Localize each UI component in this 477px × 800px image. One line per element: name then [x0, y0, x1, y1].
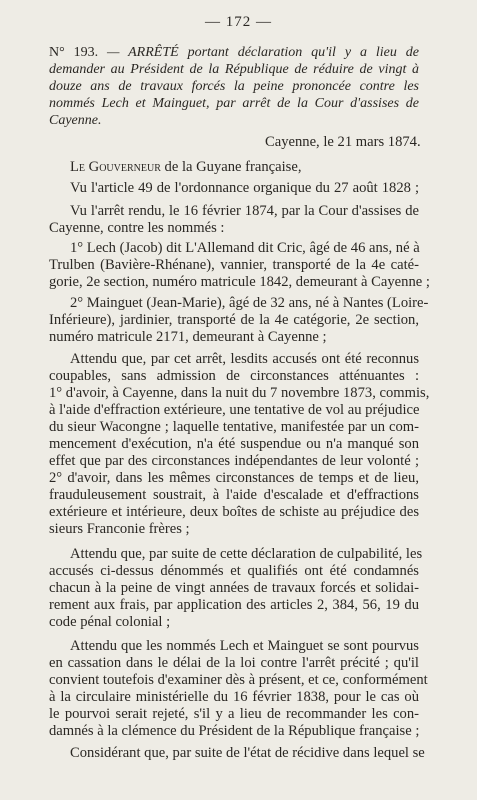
header-line-1	[49, 44, 419, 61]
body-line: 1° d'avoir, à Cayenne, dans la nuit du 7 novembre 1873, commis,	[49, 385, 430, 401]
page-number: — 172 —	[205, 14, 272, 30]
body-line: Cayenne, contre les nommés :	[49, 220, 225, 236]
governor-line	[70, 159, 301, 176]
body-line: mencement d'exécution, n'a été suspendue ou n'a manqué son	[49, 436, 419, 452]
body-line: effet que par des circonstances indépendantes de leur volonté ;	[49, 453, 419, 469]
body-line: frauduleusement soustrait, à l'aide d'escalade et d'effractions	[49, 487, 419, 503]
body-line: à la circulaire ministérielle du 16 février 1838, pour le cas où	[49, 689, 419, 705]
body-line: code pénal colonial ;	[49, 614, 171, 630]
body-line: sieurs Franconie frères ;	[49, 521, 190, 537]
decree-number: N° 193.	[49, 45, 99, 60]
body-line: gorie, 2e section, numéro matricule 1842, demeurant à Cayenne ;	[49, 274, 430, 290]
body-line: 2° d'avoir, dans les mêmes circonstances de temps et de lieu,	[49, 470, 419, 486]
body-line: Attendu que les nommés Lech et Mainguet se sont pourvus	[70, 638, 419, 654]
body-line: Trulben (Bavière-Rhénane), vannier, transporté de la 4e caté-	[49, 257, 419, 273]
dateline: Cayenne, le 21 mars 1874.	[265, 134, 421, 150]
body-line: en cassation dans le délai de la loi contre l'arrêt précité ; qu'il	[49, 655, 419, 671]
body-line: Attendu que, par cet arrêt, lesdits accusés ont été reconnus	[70, 351, 419, 367]
body-line: du sieur Wacongne ; laquelle tentative, manifestée par un com-	[49, 419, 419, 435]
body-line: numéro matricule 2171, demeurant à Cayenne ;	[49, 329, 327, 345]
body-line: Considérant que, par suite de l'état de récidive dans lequel se	[70, 745, 425, 761]
body-line: damnés à la clémence du Président de la République française ;	[49, 723, 420, 739]
body-line: convient toutefois d'examiner dès à présent, et ce, conformément	[49, 672, 428, 688]
body-line: rement aux frais, par application des articles 2, 384, 56, 19 du	[49, 597, 419, 613]
body-line: à l'aide d'effraction extérieure, une tentative de vol au préjudice	[49, 402, 420, 418]
decree-title-line: nommés Lech et Mainguet, par arrêt de la Cour d'assises de	[49, 96, 419, 111]
decree-title-line: — ARRÊTÉ portant déclaration qu'il y a lieu de	[107, 45, 419, 60]
body-line: 2° Mainguet (Jean-Marie), âgé de 32 ans, né à Nantes (Loire-	[70, 295, 429, 311]
body-line: Vu l'arrêt rendu, le 16 février 1874, par la Cour d'assises de	[70, 203, 419, 219]
body-line: Inférieure), jardinier, transporté de la 4e catégorie, 2e section,	[49, 312, 419, 328]
governor-rest: de la Guyane française,	[160, 159, 302, 175]
decree-title-line: demander au Président de la République de réduire de vingt à	[49, 62, 419, 77]
body-line: Attendu que, par suite de cette déclaration de culpabilité, les	[70, 546, 423, 562]
body-line: 1° Lech (Jacob) dit L'Allemand dit Cric, âgé de 46 ans, né à	[70, 240, 420, 256]
governor-label: Le Gouverneur	[70, 159, 161, 175]
body-line: accusés ci-dessus dénommés et qualifiés ont été condamnés	[49, 563, 419, 579]
body-line: coupables, sans admission de circonstances atténuantes :	[49, 368, 419, 384]
body-line: le pourvoi serait rejeté, s'il y a lieu de recommander les con-	[49, 706, 419, 722]
body-line: Vu l'article 49 de l'ordonnance organique du 27 août 1828 ;	[70, 180, 419, 196]
body-line: extérieure et intérieure, deux boîtes de schiste au préjudice des	[49, 504, 419, 520]
decree-title-line: douze ans de travaux forcés la peine prononcée contre les	[49, 79, 419, 94]
body-line: chacun à la peine de vingt années de travaux forcés et solidai-	[49, 580, 419, 596]
decree-title-line: Cayenne.	[49, 113, 102, 128]
